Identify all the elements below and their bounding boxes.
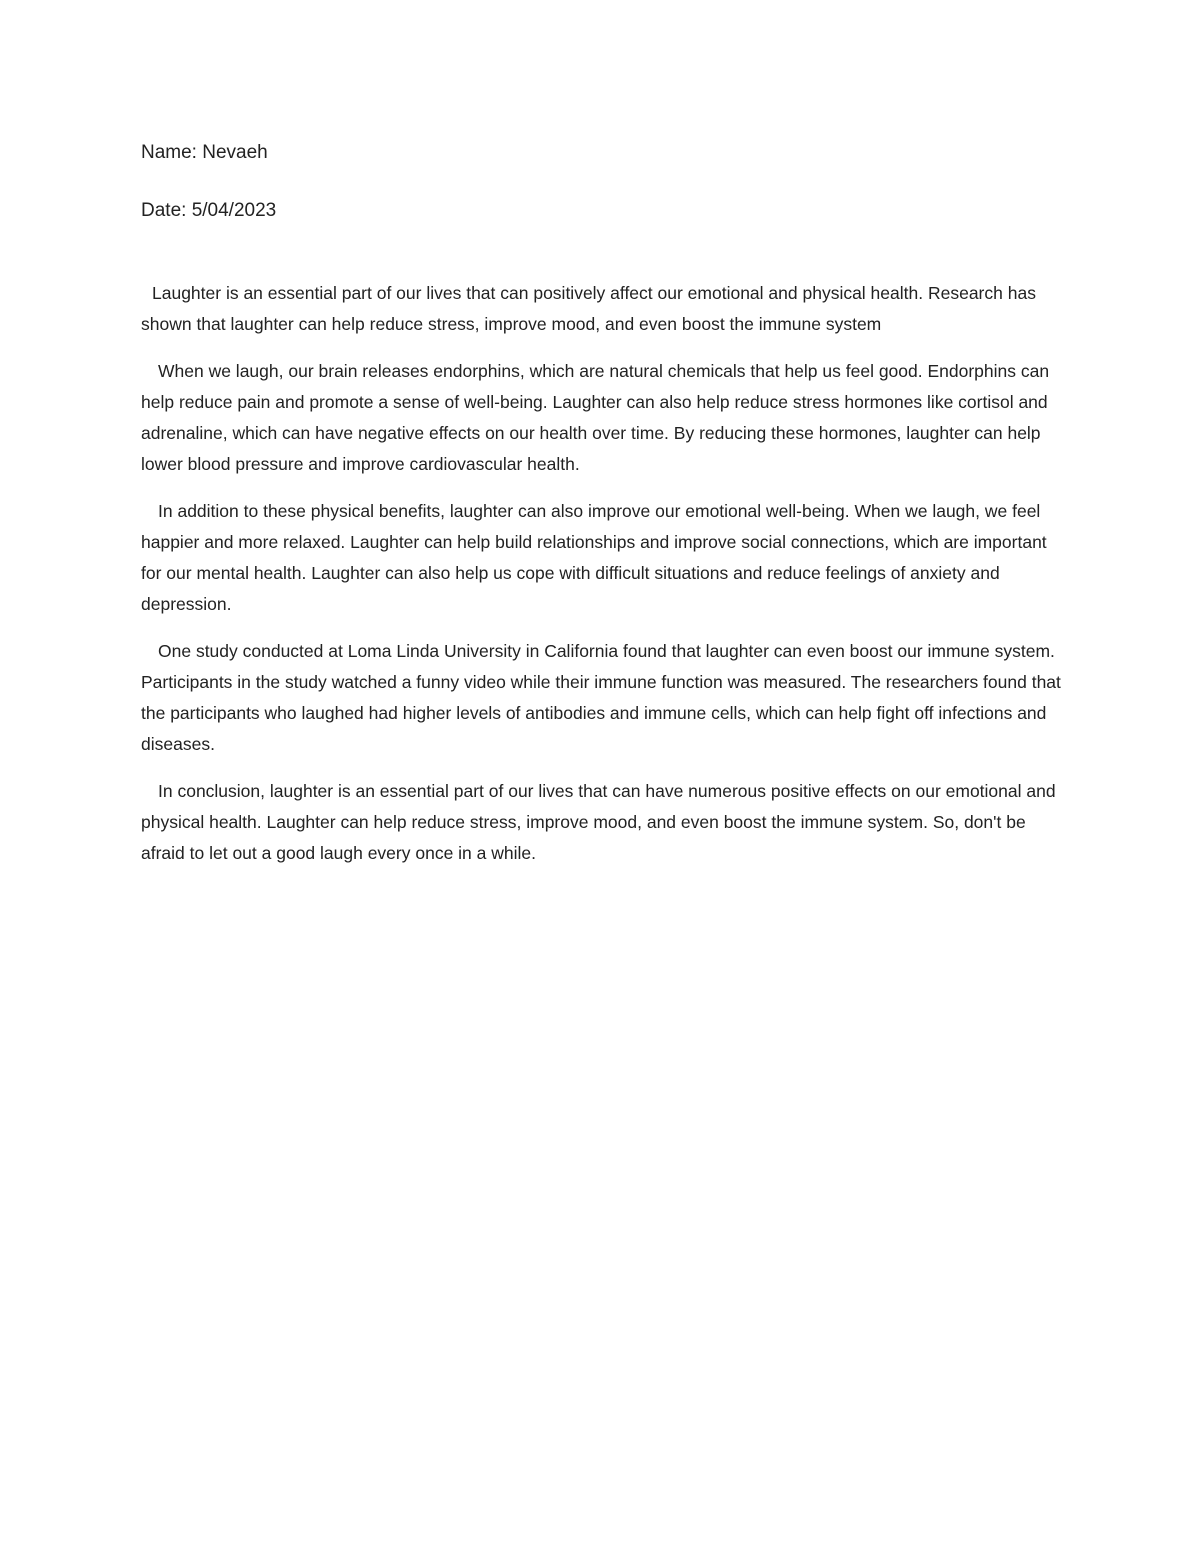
- paragraph-conclusion: In conclusion, laughter is an essential part of our lives that can have numerous positive effects on our emotional and physical health. Laughter can help reduce stress, improve mood, and even boost the immune system. So, don't be afraid to let out a good laugh every once in a while.: [141, 781, 1056, 863]
- paragraph-study: One study conducted at Loma Linda University in California found that laughter can even boost our immune system. Participants in the study watched a funny video while their immune function was measured. The researchers found that the participants who laughed had higher levels of antibodies and immune cells, which can help fight off infections and diseases.: [141, 641, 1061, 754]
- document-date: Date: 5/04/2023: [141, 200, 277, 221]
- student-name: Name: Nevaeh: [141, 142, 268, 163]
- paragraph-intro: Laughter is an essential part of our lives that can positively affect our emotional and physical health. Research has shown that laughter can help reduce stress, improve mood, and even boost the immune system: [141, 283, 1036, 334]
- paragraph-emotional: In addition to these physical benefits, laughter can also improve our emotional well-being. When we laugh, we feel happier and more relaxed. Laughter can help build relationships and improve social connections, which are important for our mental health. Laughter can also help us cope with difficult situations and reduce feelings of anxiety and depression.: [141, 501, 1047, 614]
- document-body: [141, 138, 1061, 885]
- paragraph-endorphins: When we laugh, our brain releases endorphins, which are natural chemicals that help us feel good. Endorphins can help reduce pain and promote a sense of well-being. Laughter can also help reduce stress hormones like cortisol and adrenaline, which can have negative effects on our health over time. By reducing these hormones, laughter can help lower blood pressure and improve cardiovascular health.: [141, 361, 1050, 474]
